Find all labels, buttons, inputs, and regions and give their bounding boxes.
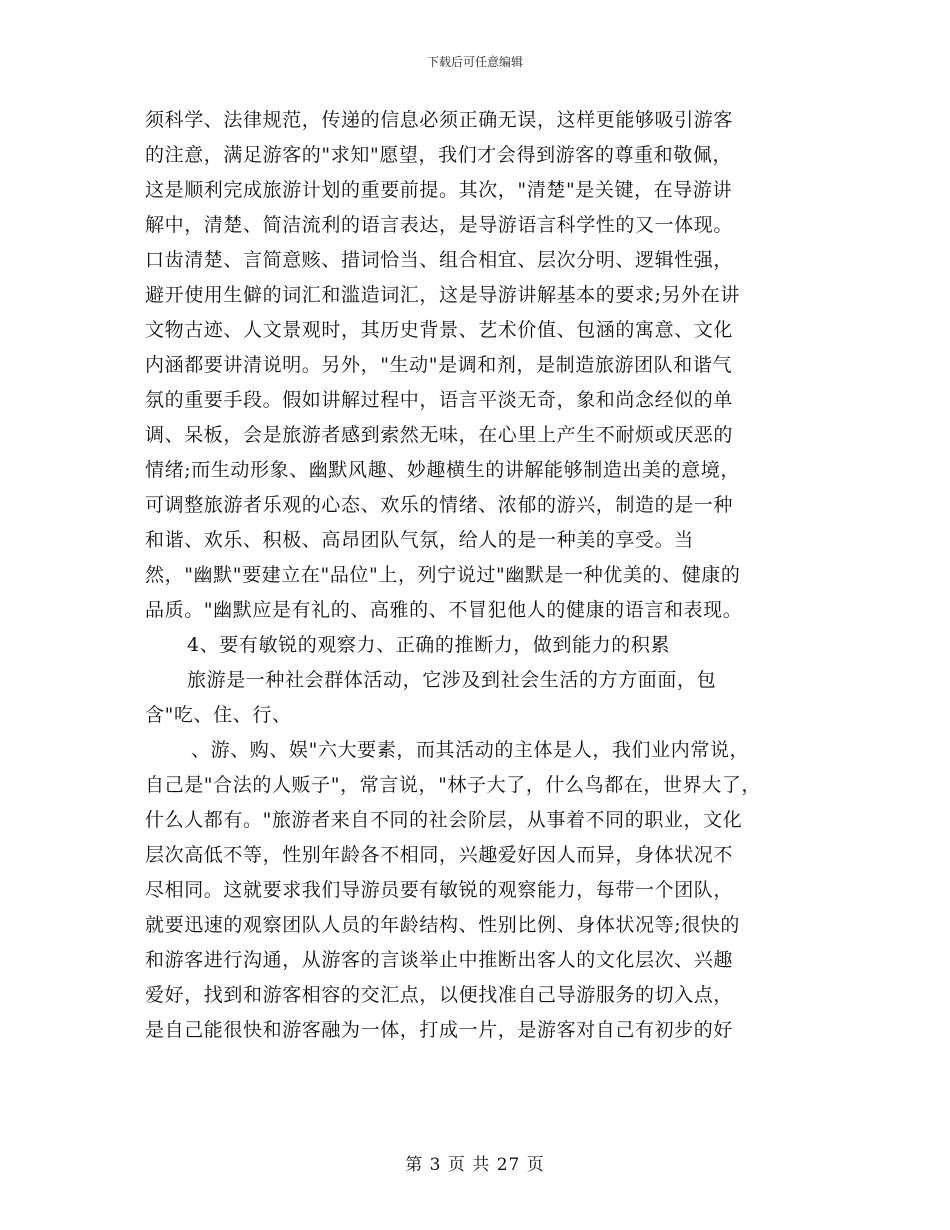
text-line: 这是顺利完成旅游计划的重要前提。其次，"清楚"是关键，在导游讲 [145,179,733,201]
text-line: 然，"幽默"要建立在"品位"上，列宁说过"幽默是一种优美的、健康的 [145,564,741,586]
page-number: 第 3 页 共 27 页 [405,1155,545,1175]
text-line: 氛的重要手段。假如讲解过程中，语言平淡无奇，象和尚念经似的单 [145,389,734,411]
text-line: 情绪;而生动形象、幽默风趣、妙趣横生的讲解能够制造出美的意境， [145,459,741,481]
section-heading: 4、要有敏锐的观察力、正确的推断力，做到能力的积累 [187,634,671,656]
text-line: 须科学、法律规范，传递的信息必须正确无误，这样更能够吸引游客 [145,109,734,131]
text-line: 避开使用生僻的词汇和滥造词汇，这是导游讲解基本的要求;另外在讲 [145,284,741,306]
text-line: 内涵都要讲清说明。另外，"生动"是调和剂，是制造旅游团队和谐气 [145,354,733,376]
text-line: 的注意，满足游客的"求知"愿望，我们才会得到游客的尊重和敬佩， [145,144,733,166]
text-line: 可调整旅游者乐观的心态、欢乐的情绪、浓郁的游兴，制造的是一种 [145,494,734,516]
text-line: 旅游是一种社会群体活动，它涉及到社会生活的方方面面，包 [187,669,717,691]
text-line: 品质。"幽默应是有礼的、高雅的、不冒犯他人的健康的语言和表现。 [145,599,743,621]
text-line: 调、呆板，会是旅游者感到索然无味，在心里上产生不耐烦或厌恶的 [145,424,734,446]
text-line: 和谐、欢乐、积极、高昂团队气氛，给人的是一种美的享受。当 [145,529,694,551]
text-line: 口齿清楚、言简意赅、措词恰当、组合相宜、层次分明、逻辑性强， [145,249,734,271]
text-line: 什么人都有。"旅游者来自不同的社会阶层，从事着不同的职业，文化 [145,809,743,831]
text-line: 文物古迹、人文景观时，其历史背景、艺术价值、包涵的寓意、文化 [145,319,734,341]
text-line: 是自己能很快和游客融为一体，打成一片，是游客对自己有初步的好 [145,1019,734,1041]
text-line: 含"吃、住、行、 [145,704,292,726]
text-line: 解中，清楚、简洁流利的语言表达，是导游语言科学性的又一体现。 [145,214,734,236]
document-body [145,103,815,1048]
text-line: 爱好，找到和游客相容的交汇点，以便找准自己导游服务的切入点， [145,984,734,1006]
page-header-note: 下载后可任意编辑 [426,55,523,69]
text-line: 自己是"合法的人贩子"，常言说，"林子大了，什么鸟都在，世界大了， [145,774,762,796]
text-line: 、游、购、娱"六大要素，而其活动的主体是人，我们业内常说， [191,739,750,761]
text-line: 层次高低不等，性别年龄各不相同，兴趣爱好因人而异，身体状况不 [145,844,734,866]
text-line: 尽相同。这就要求我们导游员要有敏锐的观察能力，每带一个团队， [145,879,734,901]
text-line: 就要迅速的观察团队人员的年龄结构、性别比例、身体状况等;很快的 [145,914,741,936]
text-line: 和游客进行沟通，从游客的言谈举止中推断出客人的文化层次、兴趣 [145,949,734,971]
